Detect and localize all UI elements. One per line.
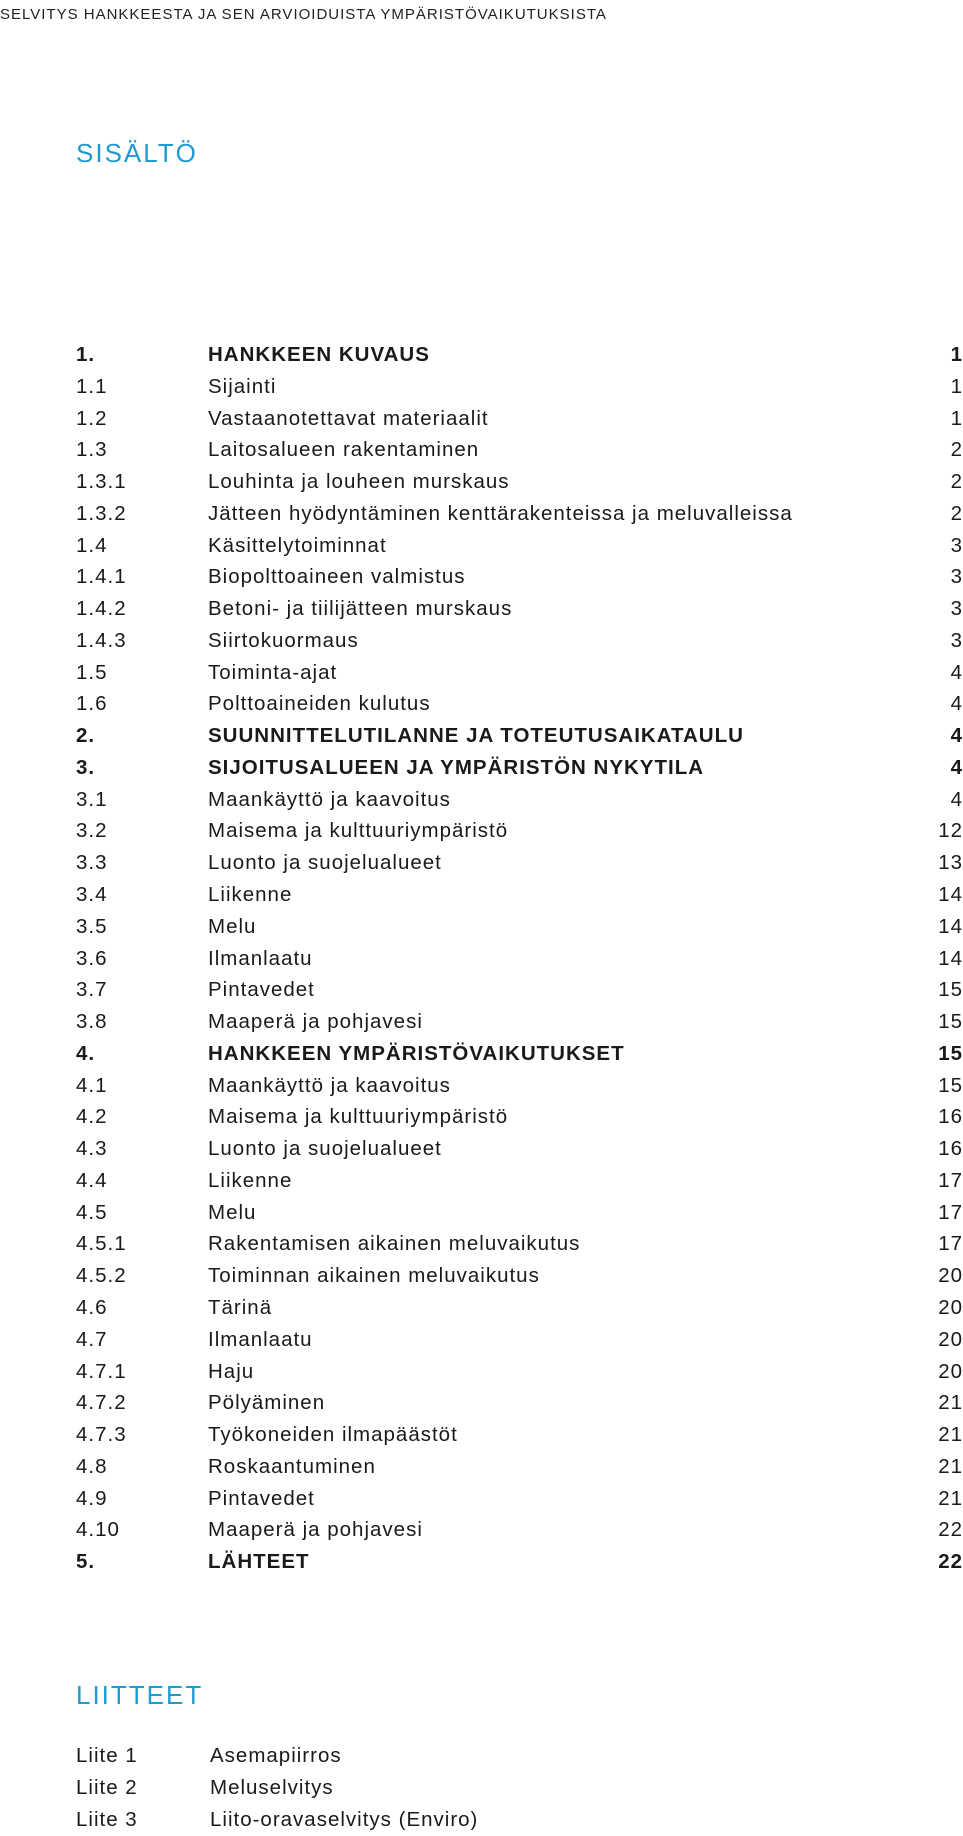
toc-entry[interactable] [76, 1546, 963, 1578]
toc-entry-num: 4.5 [76, 1200, 108, 1224]
toc-entry-num: 4.10 [76, 1518, 120, 1542]
toc-entry-num: 4.2 [76, 1105, 108, 1129]
toc-entry-page: 3 [950, 565, 963, 589]
toc-entry-title: Toiminnan aikainen meluvaikutus [208, 1264, 540, 1288]
toc-entry-num: 1.4.1 [76, 565, 127, 589]
toc-entry-title: Tärinä [208, 1295, 273, 1319]
toc-entry[interactable] [76, 1133, 963, 1165]
toc-entry-title: Pintavedet [208, 978, 315, 1002]
toc-entry-title: Sijainti [208, 374, 277, 398]
toc-entry-title: Maaperä ja pohjavesi [208, 1518, 423, 1542]
toc-entry-title: Luonto ja suojelualueet [208, 851, 442, 875]
toc-entry-num: 4. [76, 1041, 96, 1065]
toc-entry-page: 15 [938, 1041, 963, 1065]
toc-entry-title: Roskaantuminen [208, 1454, 376, 1478]
toc-entry-title: HANKKEEN YMPÄRISTÖVAIKUTUKSET [208, 1041, 625, 1065]
toc-entry-page: 20 [938, 1359, 963, 1383]
toc-entry-page: 3 [950, 533, 963, 557]
attachment-entry-num: Liite 3 [76, 1808, 138, 1831]
toc-entry[interactable] [76, 339, 963, 371]
toc-entry-num: 3.8 [76, 1010, 108, 1034]
toc-entry-title: Pölyäminen [208, 1391, 326, 1415]
toc-entry-title: Toiminta-ajat [208, 660, 338, 684]
toc-entry-page: 4 [950, 755, 963, 779]
toc-entry-num: 4.6 [76, 1295, 108, 1319]
toc-entry[interactable] [76, 1356, 963, 1388]
toc-entry-title: Maaperä ja pohjavesi [208, 1010, 423, 1034]
toc-entry-page: 2 [950, 470, 963, 494]
toc-entry[interactable] [76, 1514, 963, 1546]
toc-entry-page: 21 [938, 1391, 963, 1415]
toc-entry-page: 21 [938, 1454, 963, 1478]
attachments-list [76, 1740, 676, 1836]
toc-entry-title: SIJOITUSALUEEN JA YMPÄRISTÖN NYKYTILA [208, 755, 705, 779]
toc-entry[interactable] [76, 943, 963, 975]
toc-entry[interactable] [76, 1292, 963, 1324]
toc-entry-title: HANKKEEN KUVAUS [208, 343, 430, 366]
toc-entry[interactable] [76, 1324, 963, 1356]
toc-entry-page: 2 [950, 501, 963, 525]
attachment-entry-title: Liito-oravaselvitys (Enviro) [210, 1808, 479, 1831]
toc-entry[interactable] [76, 1038, 963, 1070]
toc-entry[interactable] [76, 911, 963, 943]
toc-entry[interactable] [76, 1228, 963, 1260]
toc-entry-num: 4.1 [76, 1073, 108, 1097]
toc-entry-title: Polttoaineiden kulutus [208, 692, 431, 716]
toc-entry-page: 1 [950, 343, 963, 366]
toc-entry[interactable] [76, 815, 963, 847]
toc-entry-num: 2. [76, 724, 96, 748]
toc-entry-num: 1.4.2 [76, 597, 127, 621]
toc-entry-page: 4 [950, 692, 963, 716]
toc-entry-page: 14 [938, 914, 963, 938]
toc-entry[interactable] [76, 752, 963, 784]
toc-entry-title: Melu [208, 1200, 257, 1224]
toc-entry[interactable] [76, 784, 963, 816]
toc-entry-num: 3.7 [76, 978, 108, 1002]
toc-entry-title: LÄHTEET [208, 1550, 310, 1574]
toc-entry-page: 22 [938, 1518, 963, 1542]
attachment-entry[interactable] [76, 1740, 676, 1772]
toc-entry-page: 15 [938, 978, 963, 1002]
toc-entry-num: 1.3.2 [76, 501, 127, 525]
toc-entry-page: 14 [938, 883, 963, 907]
toc-entry-num: 3.2 [76, 819, 108, 843]
toc-entry-page: 4 [950, 787, 963, 811]
toc-entry-page: 21 [938, 1486, 963, 1510]
toc-entry-title: Louhinta ja louheen murskaus [208, 470, 510, 494]
toc-entry-title: Jätteen hyödyntäminen kenttärakenteissa ja meluvalleissa [208, 501, 793, 525]
toc-entry[interactable] [76, 1101, 963, 1133]
toc-entry[interactable] [76, 1070, 963, 1102]
toc-entry-num: 4.9 [76, 1486, 108, 1510]
toc-entry-page: 14 [938, 946, 963, 970]
toc-entry[interactable] [76, 1260, 963, 1292]
toc-entry-title: Melu [208, 914, 257, 938]
toc-entry-num: 4.5.1 [76, 1232, 127, 1256]
attachment-entry-num: Liite 1 [76, 1744, 138, 1767]
toc-entry-page: 2 [950, 438, 963, 462]
toc-entry-page: 17 [938, 1232, 963, 1256]
document-header: SELVITYS HANKKEESTA JA SEN ARVIOIDUISTA YMPÄRISTÖVAIKUTUKSISTA [0, 6, 607, 23]
toc-entry-page: 20 [938, 1327, 963, 1351]
toc-entry-page: 4 [950, 660, 963, 684]
toc-entry-page: 4 [950, 724, 963, 748]
toc-entry-num: 4.4 [76, 1168, 108, 1192]
toc-entry-title: Ilmanlaatu [208, 946, 313, 970]
toc-entry-num: 4.7.3 [76, 1423, 127, 1447]
table-of-contents [76, 339, 963, 1578]
toc-entry[interactable] [76, 530, 963, 562]
toc-entry-num: 1.6 [76, 692, 108, 716]
toc-entry[interactable] [76, 371, 963, 403]
toc-entry[interactable] [76, 657, 963, 689]
toc-entry[interactable] [76, 974, 963, 1006]
toc-entry-page: 3 [950, 628, 963, 652]
toc-entry-num: 1. [76, 343, 96, 366]
toc-entry[interactable] [76, 1483, 963, 1515]
toc-entry-num: 4.7.2 [76, 1391, 127, 1415]
toc-entry-num: 3. [76, 755, 96, 779]
toc-entry-num: 1.1 [76, 374, 108, 398]
toc-entry-num: 1.2 [76, 406, 108, 430]
toc-entry-num: 1.3.1 [76, 470, 127, 494]
toc-entry-num: 1.3 [76, 438, 108, 462]
toc-entry-page: 17 [938, 1168, 963, 1192]
attachments-heading: LIITTEET [76, 1680, 204, 1710]
toc-entry-num: 1.4.3 [76, 628, 127, 652]
toc-entry[interactable] [76, 593, 963, 625]
toc-entry[interactable] [76, 466, 963, 498]
toc-entry-page: 21 [938, 1423, 963, 1447]
toc-entry-title: Luonto ja suojelualueet [208, 1137, 442, 1161]
toc-entry-title: Maisema ja kulttuuriympäristö [208, 819, 509, 843]
toc-entry-title: SUUNNITTELUTILANNE JA TOTEUTUSAIKATAULU [208, 724, 744, 748]
toc-entry-title: Maankäyttö ja kaavoitus [208, 1073, 451, 1097]
toc-entry-page: 16 [938, 1105, 963, 1129]
toc-entry-num: 3.3 [76, 851, 108, 875]
toc-entry[interactable] [76, 720, 963, 752]
toc-entry-title: Rakentamisen aikainen meluvaikutus [208, 1232, 581, 1256]
attachment-entry-title: Meluselvitys [210, 1776, 334, 1799]
toc-entry-title: Siirtokuormaus [208, 628, 359, 652]
toc-entry-title: Työkoneiden ilmapäästöt [208, 1423, 458, 1447]
toc-entry[interactable] [76, 434, 963, 466]
toc-entry[interactable] [76, 1387, 963, 1419]
toc-entry[interactable] [76, 1197, 963, 1229]
toc-entry-title: Käsittelytoiminnat [208, 533, 387, 557]
toc-entry-page: 22 [938, 1550, 963, 1574]
toc-entry-title: Laitosalueen rakentaminen [208, 438, 480, 462]
toc-entry-title: Haju [208, 1359, 255, 1383]
toc-entry[interactable] [76, 403, 963, 435]
toc-entry-page: 20 [938, 1264, 963, 1288]
toc-entry[interactable] [76, 625, 963, 657]
attachment-entry[interactable] [76, 1804, 676, 1836]
toc-entry-num: 3.5 [76, 914, 108, 938]
toc-entry[interactable] [76, 1419, 963, 1451]
toc-entry[interactable] [76, 688, 963, 720]
attachment-entry-title: Asemapiirros [210, 1744, 342, 1767]
toc-entry-title: Liikenne [208, 883, 293, 907]
toc-entry-num: 4.3 [76, 1137, 108, 1161]
toc-entry-num: 4.7.1 [76, 1359, 127, 1383]
toc-entry-page: 1 [950, 374, 963, 398]
toc-entry-num: 3.1 [76, 787, 108, 811]
toc-entry-page: 12 [938, 819, 963, 843]
toc-entry-title: Biopolttoaineen valmistus [208, 565, 466, 589]
toc-entry[interactable] [76, 1451, 963, 1483]
toc-entry-num: 1.4 [76, 533, 108, 557]
toc-entry-page: 3 [950, 597, 963, 621]
toc-entry-title: Liikenne [208, 1168, 293, 1192]
toc-entry-title: Ilmanlaatu [208, 1327, 313, 1351]
toc-entry[interactable] [76, 847, 963, 879]
toc-entry-page: 16 [938, 1137, 963, 1161]
attachment-entry-num: Liite 2 [76, 1776, 138, 1799]
toc-entry-title: Vastaanotettavat materiaalit [208, 406, 489, 430]
toc-entry-num: 3.4 [76, 883, 108, 907]
toc-entry-title: Betoni- ja tiilijätteen murskaus [208, 597, 513, 621]
toc-heading: SISÄLTÖ [76, 138, 198, 168]
toc-entry-num: 1.5 [76, 660, 108, 684]
toc-entry-page: 13 [938, 851, 963, 875]
toc-entry-num: 5. [76, 1550, 96, 1574]
toc-entry[interactable] [76, 1006, 963, 1038]
toc-entry-page: 20 [938, 1295, 963, 1319]
toc-entry-page: 17 [938, 1200, 963, 1224]
toc-entry-num: 4.7 [76, 1327, 108, 1351]
toc-entry[interactable] [76, 1165, 963, 1197]
toc-entry[interactable] [76, 561, 963, 593]
attachment-entry[interactable] [76, 1772, 676, 1804]
toc-entry-num: 4.5.2 [76, 1264, 127, 1288]
toc-entry-page: 15 [938, 1073, 963, 1097]
toc-entry[interactable] [76, 879, 963, 911]
toc-entry-title: Pintavedet [208, 1486, 315, 1510]
toc-entry-num: 4.8 [76, 1454, 108, 1478]
toc-entry-title: Maisema ja kulttuuriympäristö [208, 1105, 509, 1129]
toc-entry-page: 1 [950, 406, 963, 430]
toc-entry-title: Maankäyttö ja kaavoitus [208, 787, 451, 811]
toc-entry-num: 3.6 [76, 946, 108, 970]
toc-entry[interactable] [76, 498, 963, 530]
toc-entry-page: 15 [938, 1010, 963, 1034]
